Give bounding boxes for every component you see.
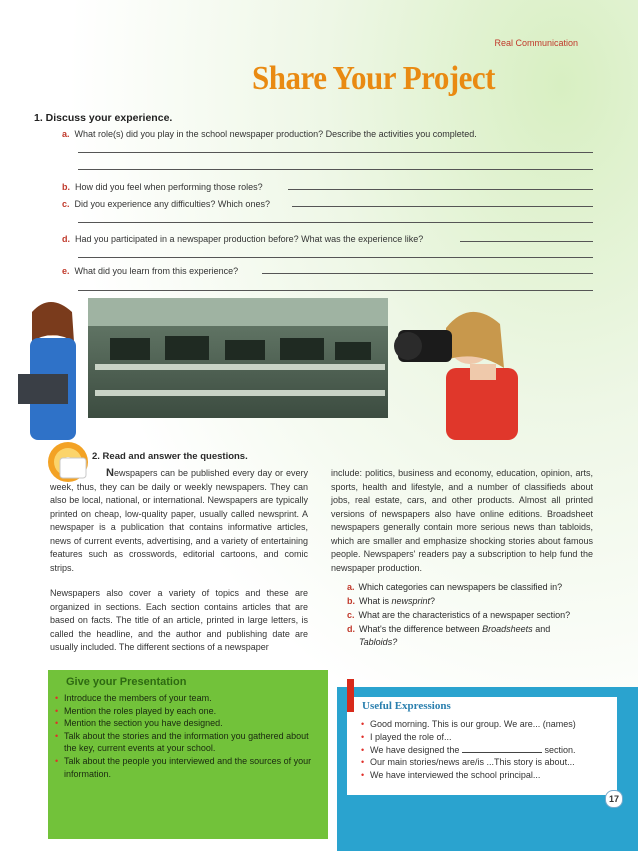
answer-line[interactable] — [78, 169, 593, 170]
question-emphasis: newsprint — [391, 596, 431, 606]
part2-heading: 2. Read and answer the questions. — [92, 451, 248, 462]
read-question-c — [347, 609, 570, 622]
question-text-line2: Tabloids? — [359, 636, 398, 647]
question-e — [62, 266, 238, 276]
read-question-a — [347, 581, 562, 594]
question-d — [62, 234, 423, 244]
question-text: What's the difference between — [359, 624, 483, 634]
question-text: What did you learn from this experience? — [74, 266, 239, 276]
expression-text: We have designed the — [370, 744, 460, 755]
question-letter: a. — [347, 582, 355, 592]
answer-line[interactable] — [262, 273, 593, 274]
answer-line[interactable] — [78, 257, 593, 258]
question-text: Which categories can newspapers be classified in? — [358, 582, 563, 592]
question-letter: a. — [62, 129, 70, 139]
answer-line[interactable] — [78, 222, 593, 223]
answer-line[interactable] — [288, 189, 593, 190]
list-item: • Introduce the members of your team. — [52, 692, 322, 705]
article-paragraph-3: include: politics, business and economy, education, opinion, arts, sports, health and lifestyle, and a number of classifieds about jobs, real estate, cars, and other products. Almost all printed versions of newspapers also have online editions. Broadsheet newspapers generally contain more serious news than tabloids, which are smaller and emphasize shocking stories about famous people. Newspapers' readers pay a subscription to help fund the newspaper production. — [331, 468, 593, 573]
answer-line[interactable] — [78, 290, 593, 291]
question-text-end: and — [532, 624, 551, 634]
read-question-b — [347, 595, 435, 608]
question-text: What is — [359, 596, 392, 606]
newsroom-photo — [0, 298, 638, 440]
useful-expressions-list — [358, 718, 623, 782]
article-paragraph-2: Newspapers also cover a variety of topics and these are organized in sections. Each section contains articles that are based on facts. The title of an article, printed in large letters, is called the headline, and the author and publishing date are usually included. The different sections of a newspaper — [50, 588, 308, 652]
accent-bar — [347, 679, 354, 712]
page-number: 17 — [605, 790, 623, 808]
list-item: • We have interviewed the school principal... — [358, 769, 623, 782]
question-letter: e. — [62, 266, 70, 276]
question-letter: b. — [347, 596, 355, 606]
list-item: • Good morning. This is our group. We are... (names) — [358, 718, 623, 731]
expression-suffix: section. — [544, 744, 576, 755]
section-label: Real Communication — [494, 38, 578, 48]
question-emphasis: Broadsheets — [482, 624, 533, 634]
question-text: Had you participated in a newspaper production before? What was the experience like? — [75, 234, 424, 244]
page-title: Share Your Project — [252, 58, 495, 97]
list-item: • Talk about the stories and the information you gathered about the key, current events at your school. — [52, 730, 322, 755]
question-letter: c. — [62, 199, 70, 209]
read-question-d — [347, 623, 550, 648]
question-letter: c. — [347, 610, 355, 620]
question-letter: b. — [62, 182, 70, 192]
list-item: • Talk about the people you interviewed and the sources of your information. — [52, 755, 322, 780]
answer-line[interactable] — [460, 241, 593, 242]
question-b — [62, 182, 263, 192]
question-text: What role(s) did you play in the school newspaper production? Describe the activities you completed. — [74, 129, 477, 139]
answer-line[interactable] — [78, 152, 593, 153]
list-item: • Our main stories/news are/is ...This story is about... — [358, 756, 623, 769]
question-text-end: ? — [430, 596, 436, 606]
list-item: • Mention the roles played by each one. — [52, 705, 322, 718]
answer-line[interactable] — [292, 206, 593, 207]
question-text: How did you feel when performing those roles? — [75, 182, 263, 192]
list-item — [358, 744, 623, 757]
presentation-list — [52, 692, 322, 780]
question-letter: d. — [62, 234, 70, 244]
article-paragraph-1 — [50, 467, 308, 575]
part1-heading: 1. Discuss your experience. — [34, 112, 173, 124]
question-text: Did you experience any difficulties? Which ones? — [74, 199, 270, 209]
question-text: What are the characteristics of a newspaper section? — [358, 610, 571, 620]
question-letter: d. — [347, 624, 355, 634]
paragraph-text: ewspapers can be published every day or every week, thus, they can be daily or weekly newspapers. They can also be local, national, or international. Newspapers are typically printed on cheap, low-quality paper, usually called newsprint. A newspaper is a publication that contains informative articles, news of current events, advertising, and a variety of entertaining features such as crosswords, editorial cartoons, and comic strips. — [50, 468, 308, 573]
drop-cap: N — [106, 467, 114, 479]
question-c — [62, 199, 270, 209]
useful-expressions-title: Useful Expressions — [362, 700, 451, 712]
presentation-title: Give your Presentation — [66, 676, 187, 688]
question-a — [62, 129, 477, 139]
list-item: • I played the role of... — [358, 731, 623, 744]
list-item: • Mention the section you have designed. — [52, 717, 322, 730]
fill-in-blank[interactable] — [462, 744, 542, 753]
